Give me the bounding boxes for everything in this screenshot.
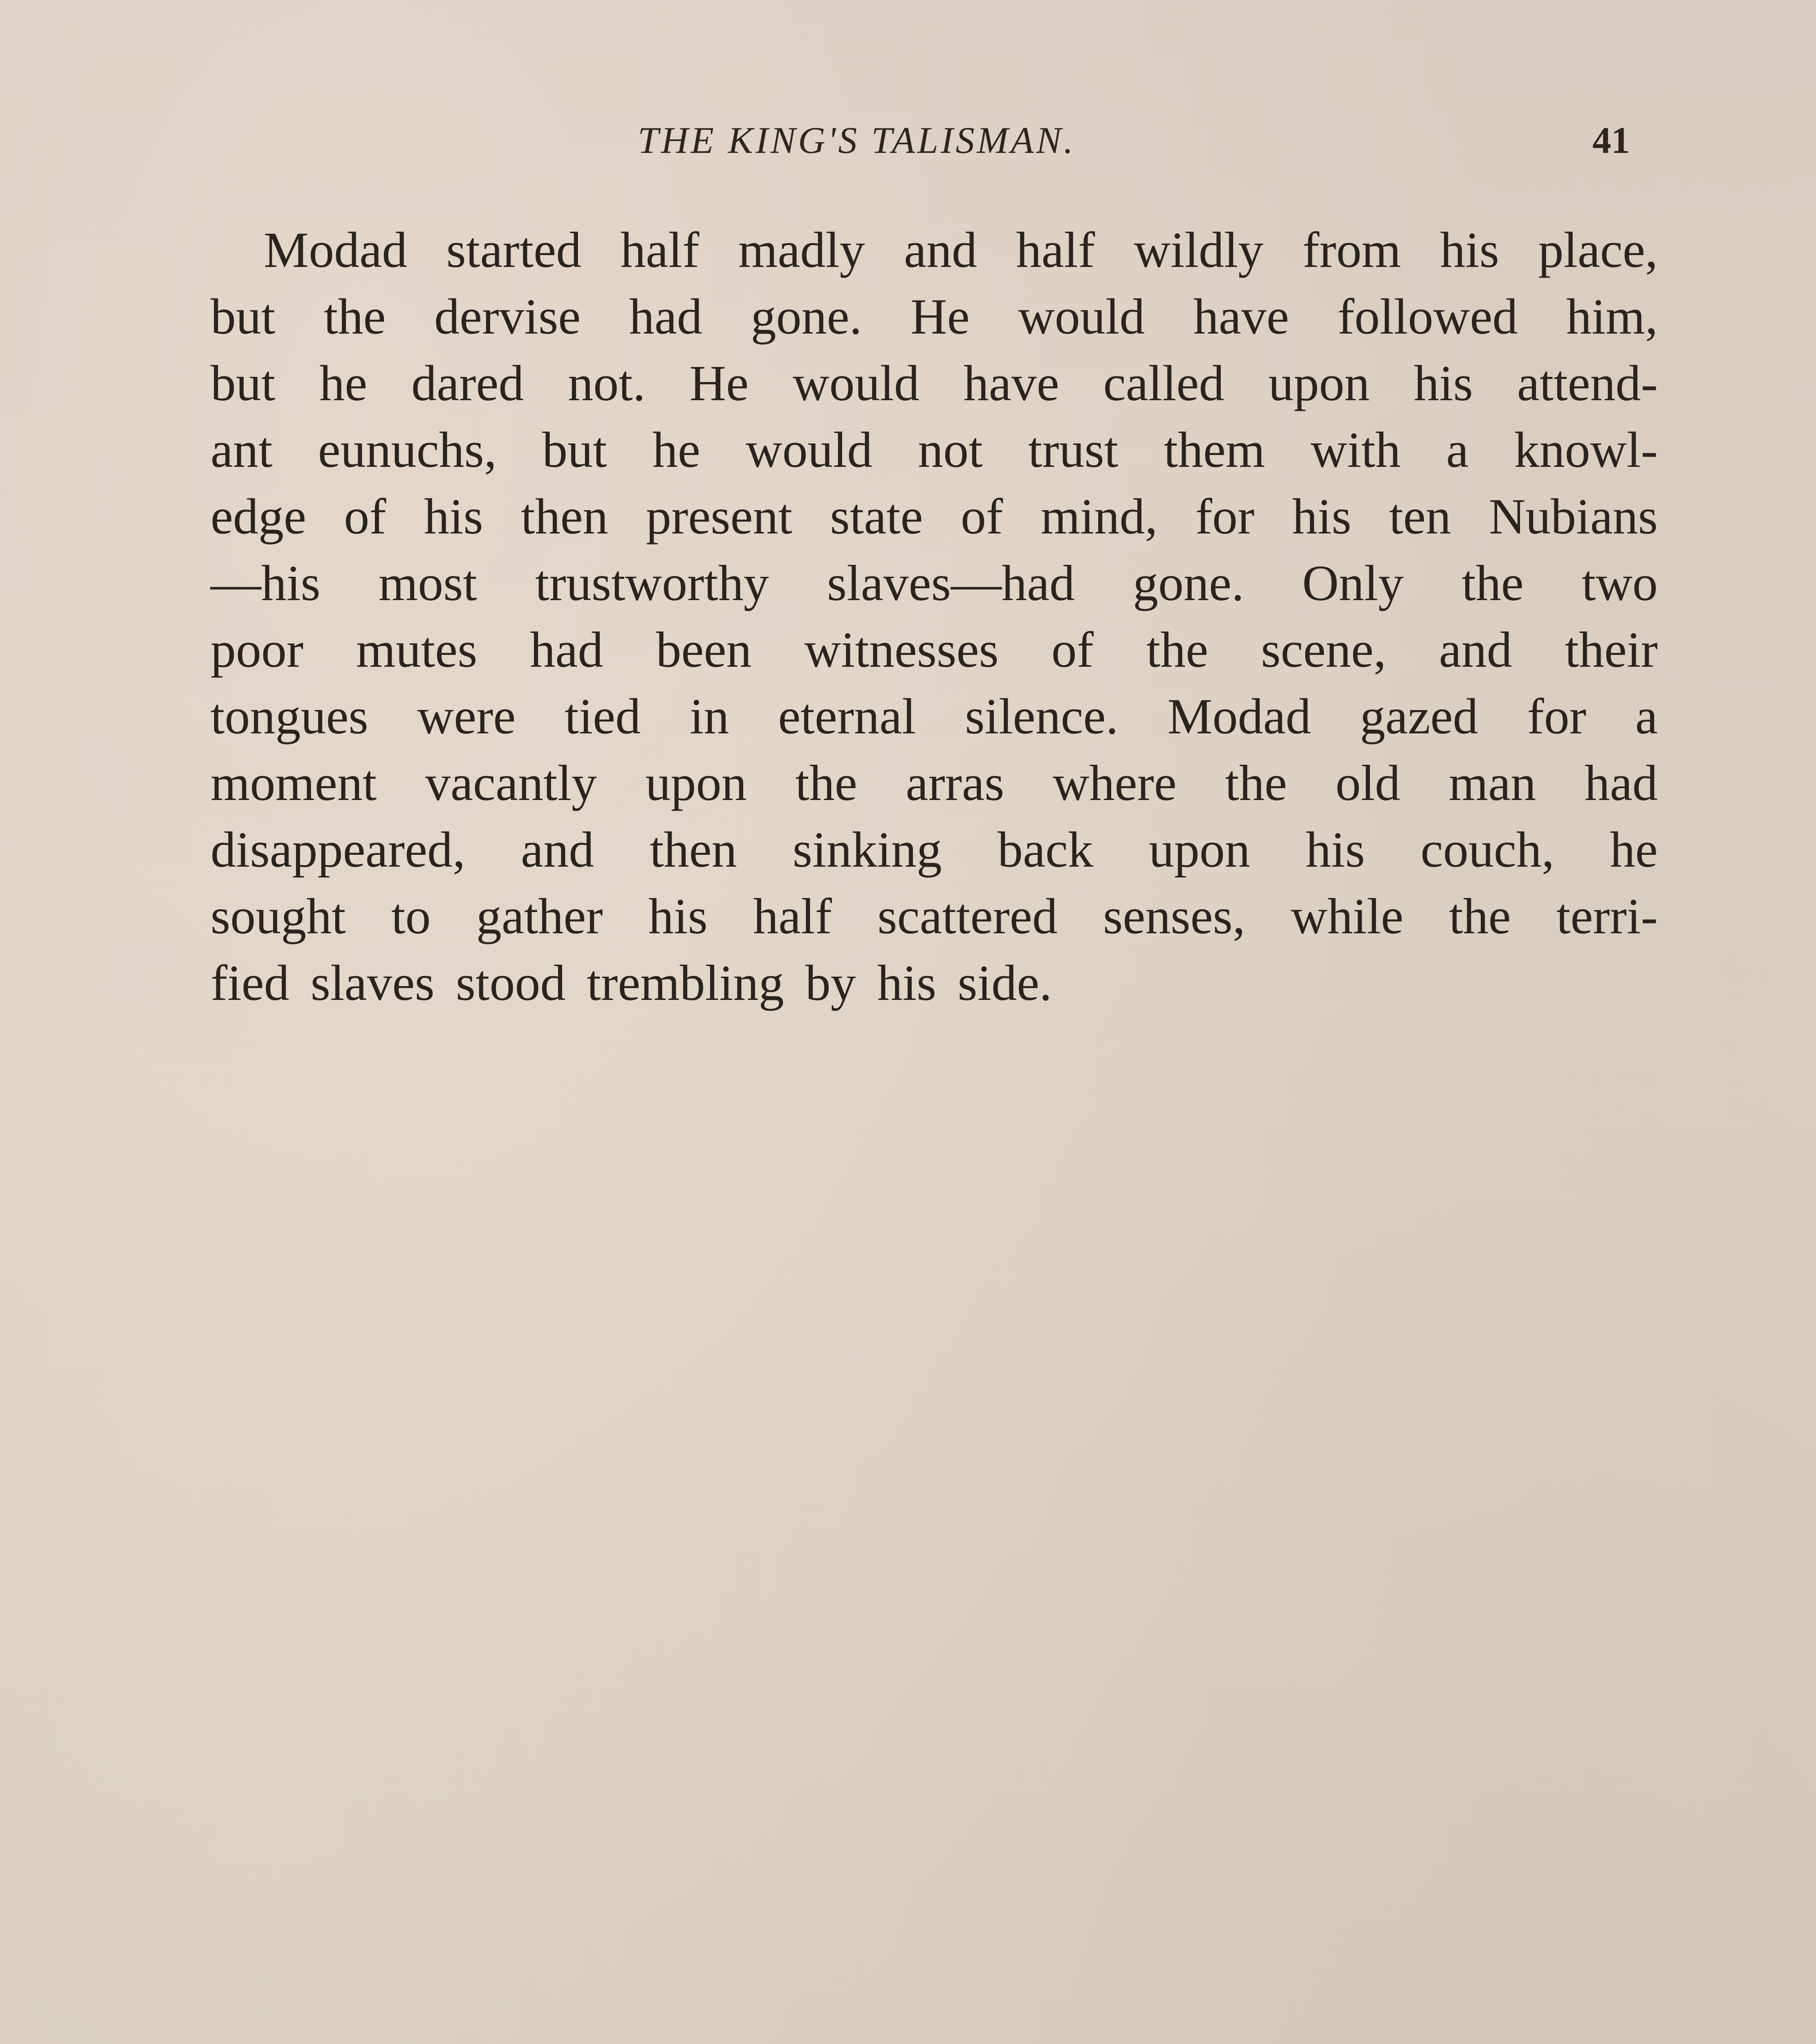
text-line [211, 950, 1658, 1016]
word: a [1446, 422, 1469, 478]
word: not. [568, 355, 646, 411]
word: were [417, 688, 516, 744]
word: but [211, 355, 276, 411]
word: place, [1538, 222, 1658, 278]
word: sought [211, 888, 346, 944]
word: fied [211, 955, 289, 1011]
word: where [1052, 755, 1177, 811]
word: would [792, 355, 919, 411]
word: his [1306, 822, 1365, 878]
word: half [620, 222, 699, 278]
word: have [963, 355, 1059, 411]
word: witnesses [804, 622, 999, 678]
word: tied [565, 688, 641, 744]
word: a [1635, 688, 1658, 744]
word: by [805, 955, 856, 1011]
word: them [1164, 422, 1265, 478]
word: scattered [877, 888, 1058, 944]
word: vacantly [425, 755, 597, 811]
word: the [795, 755, 857, 811]
word: had [1584, 755, 1658, 811]
word: Nubians [1489, 489, 1658, 545]
text-line [211, 683, 1658, 750]
word: then [650, 822, 737, 878]
word: —his [211, 555, 321, 611]
word: silence. [965, 688, 1119, 744]
word: moment [211, 755, 377, 811]
word: tongues [211, 688, 368, 744]
word: gone. [751, 289, 862, 345]
text-line [211, 350, 1658, 417]
word: had [530, 622, 603, 678]
word: his [1440, 222, 1500, 278]
word: stood [455, 955, 566, 1011]
word: madly [738, 222, 865, 278]
text-line [211, 483, 1658, 550]
word: of [960, 489, 1003, 545]
word: trustworthy [535, 555, 769, 611]
word: his [424, 489, 483, 545]
word: eternal [778, 688, 916, 744]
word: gather [476, 888, 603, 944]
word: for [1527, 688, 1587, 744]
word: but [211, 289, 276, 345]
text-line [211, 616, 1658, 683]
word: not [918, 422, 983, 478]
word: eunuchs, [318, 422, 497, 478]
word: dervise [434, 289, 581, 345]
text-line [211, 883, 1658, 950]
word: him, [1566, 289, 1658, 345]
word: edge [211, 489, 307, 545]
word: would [746, 422, 873, 478]
word: attend- [1517, 355, 1658, 411]
word: upon [645, 755, 747, 811]
word: Modad [264, 222, 408, 278]
word: terri- [1556, 888, 1658, 944]
word: trust [1028, 422, 1119, 478]
word: side. [957, 955, 1052, 1011]
word: his [648, 888, 708, 944]
word: started [446, 222, 582, 278]
word: old [1335, 755, 1401, 811]
word: the [324, 289, 386, 345]
word: of [1051, 622, 1094, 678]
word: while [1291, 888, 1403, 944]
word: slaves [310, 955, 435, 1011]
word: but [542, 422, 607, 478]
word: would [1018, 289, 1145, 345]
word: state [830, 489, 923, 545]
word: in [690, 688, 729, 744]
word: slaves—had [827, 555, 1075, 611]
word: upon [1149, 822, 1251, 878]
word: He [910, 289, 970, 345]
word: man [1448, 755, 1536, 811]
word: have [1193, 289, 1289, 345]
word: Modad [1167, 688, 1311, 744]
word: disappeared, [211, 822, 466, 878]
word: scene, [1261, 622, 1386, 678]
word: Only [1302, 555, 1404, 611]
word: and [521, 822, 594, 878]
page-number: 41 [1592, 119, 1630, 161]
body-paragraph [211, 217, 1658, 1016]
word: arras [906, 755, 1004, 811]
word: then [521, 489, 608, 545]
word: the [1462, 555, 1524, 611]
word: the [1225, 755, 1287, 811]
text-line [211, 417, 1658, 483]
word: his [1414, 355, 1473, 411]
word: wildly [1134, 222, 1264, 278]
word: upon [1268, 355, 1370, 411]
word: mind, [1040, 489, 1158, 545]
text-line [211, 816, 1658, 883]
word: been [656, 622, 752, 678]
running-head: THE KING'S TALISMAN. [638, 119, 1076, 161]
word: senses, [1103, 888, 1246, 944]
word: from [1302, 222, 1401, 278]
word: and [1439, 622, 1512, 678]
word: to [391, 888, 431, 944]
word: most [378, 555, 477, 611]
word: gazed [1360, 688, 1478, 744]
word: his [1292, 489, 1352, 545]
word: half [753, 888, 832, 944]
word: the [1146, 622, 1208, 678]
word: gone. [1133, 555, 1244, 611]
word: knowl- [1514, 422, 1658, 478]
word: two [1581, 555, 1658, 611]
word: present [646, 489, 793, 545]
word: had [629, 289, 702, 345]
word: he [652, 422, 700, 478]
text-line [211, 550, 1658, 616]
word: the [1449, 888, 1511, 944]
word: and [904, 222, 978, 278]
word: of [344, 489, 386, 545]
word: trembling [587, 955, 784, 1011]
text-line [211, 217, 1658, 283]
word: ten [1389, 489, 1451, 545]
word: couch, [1420, 822, 1554, 878]
word: he [319, 355, 368, 411]
word: dared [411, 355, 524, 411]
word: mutes [356, 622, 478, 678]
word: half [1016, 222, 1095, 278]
word: poor [211, 622, 304, 678]
text-line [211, 283, 1658, 350]
word: he [1610, 822, 1658, 878]
word: sinking [792, 822, 942, 878]
word: with [1310, 422, 1401, 478]
word: He [689, 355, 749, 411]
word: their [1565, 622, 1658, 678]
word: ant [211, 422, 273, 478]
word: back [997, 822, 1094, 878]
word: called [1103, 355, 1224, 411]
word: followed [1337, 289, 1518, 345]
word: for [1195, 489, 1255, 545]
word: his [877, 955, 937, 1011]
text-line [211, 750, 1658, 816]
